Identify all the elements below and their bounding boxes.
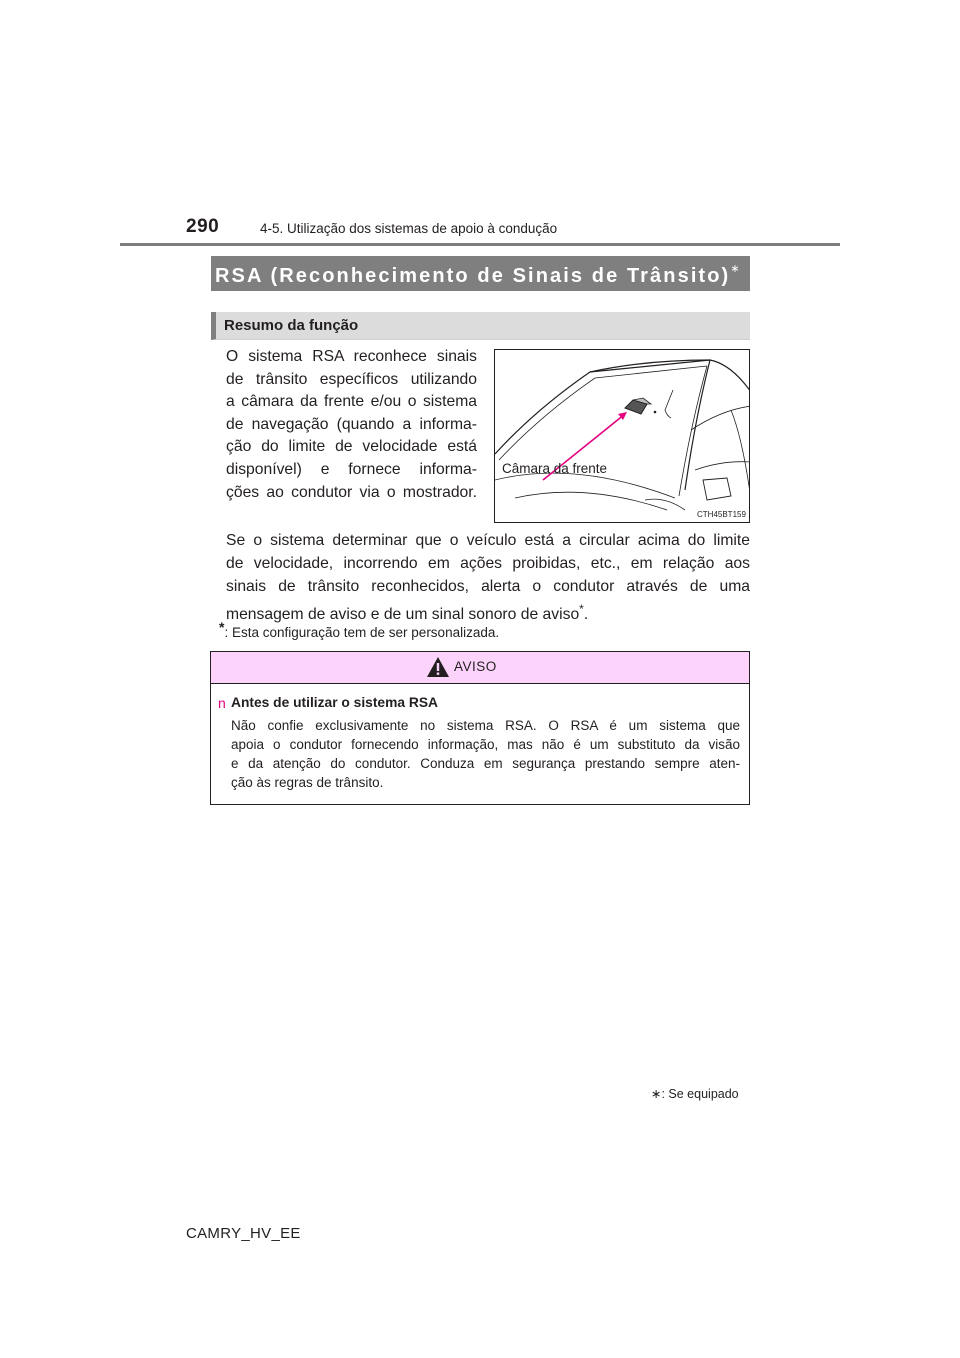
body-line: Se o sistema determinar que o veículo está a circular acima do limite bbox=[226, 532, 750, 549]
warning-line: apoia o condutor fornecendo informação, mas não é um substituto da visão bbox=[231, 737, 740, 752]
intro-line: disponível) e fornece informa- bbox=[226, 460, 477, 478]
footnote bbox=[219, 619, 499, 640]
body-last-line: mensagem de aviso e de um sinal sonoro de aviso bbox=[226, 606, 580, 623]
section-path: 4-5. Utilização dos sistemas de apoio à condução bbox=[260, 221, 558, 236]
intro-paragraph bbox=[226, 346, 477, 504]
body-line: de velocidade, incorrendo em ações proibidas, etc., em relação aos bbox=[226, 555, 750, 572]
model-code: CAMRY_HV_EE bbox=[186, 1225, 301, 1242]
figure-code: CTH45BT159 bbox=[697, 510, 746, 519]
intro-line: ções ao condutor via o mostrador. bbox=[226, 483, 477, 501]
customization-mark: * bbox=[579, 602, 584, 616]
equipped-mark: ∗ bbox=[730, 263, 740, 275]
section-title-text: RSA (Reconhecimento de Sinais de Trânsito) bbox=[215, 265, 731, 287]
intro-line: O sistema RSA reconhece sinais bbox=[226, 348, 477, 365]
warning-label: AVISO bbox=[454, 659, 497, 674]
body-line: sinais de trânsito reconhecidos, alerta o condutor através de uma bbox=[226, 578, 750, 595]
intro-line: de navegação (quando a informa- bbox=[226, 415, 477, 433]
footnote-mark: * bbox=[219, 619, 225, 635]
warning-text bbox=[231, 716, 740, 792]
camera-icon bbox=[625, 398, 656, 414]
warning-line: Não confie exclusivamente no sistema RSA. O RSA é um sistema que bbox=[231, 718, 740, 733]
warning-line: ção às regras de trânsito. bbox=[231, 775, 384, 790]
body-paragraph bbox=[226, 529, 750, 626]
footnote-text: : Esta configuração tem de ser personalizada. bbox=[224, 625, 500, 640]
figure-caption: Câmara da frente bbox=[502, 461, 608, 476]
page-number: 290 bbox=[186, 216, 220, 237]
equipped-note: ∗: Se equipado bbox=[651, 1087, 739, 1101]
section-title bbox=[215, 262, 740, 288]
intro-line: a câmara da frente e/ou o sistema bbox=[226, 393, 477, 411]
intro-line: ção do limite de velocidade está bbox=[226, 438, 477, 456]
windshield-camera-figure bbox=[494, 349, 750, 523]
warning-heading: Antes de utilizar o sistema RSA bbox=[231, 695, 439, 710]
windshield-illustration bbox=[495, 350, 750, 523]
warning-triangle-icon bbox=[426, 656, 450, 678]
intro-line: de trânsito específicos utilizando bbox=[226, 370, 477, 388]
warning-bullet: n bbox=[218, 695, 226, 711]
subheading: Resumo da função bbox=[224, 317, 359, 334]
warning-line: e da atenção do condutor. Conduza em segurança prestando sempre aten- bbox=[231, 756, 740, 771]
header-rule bbox=[120, 243, 840, 246]
body-end: . bbox=[583, 606, 589, 623]
